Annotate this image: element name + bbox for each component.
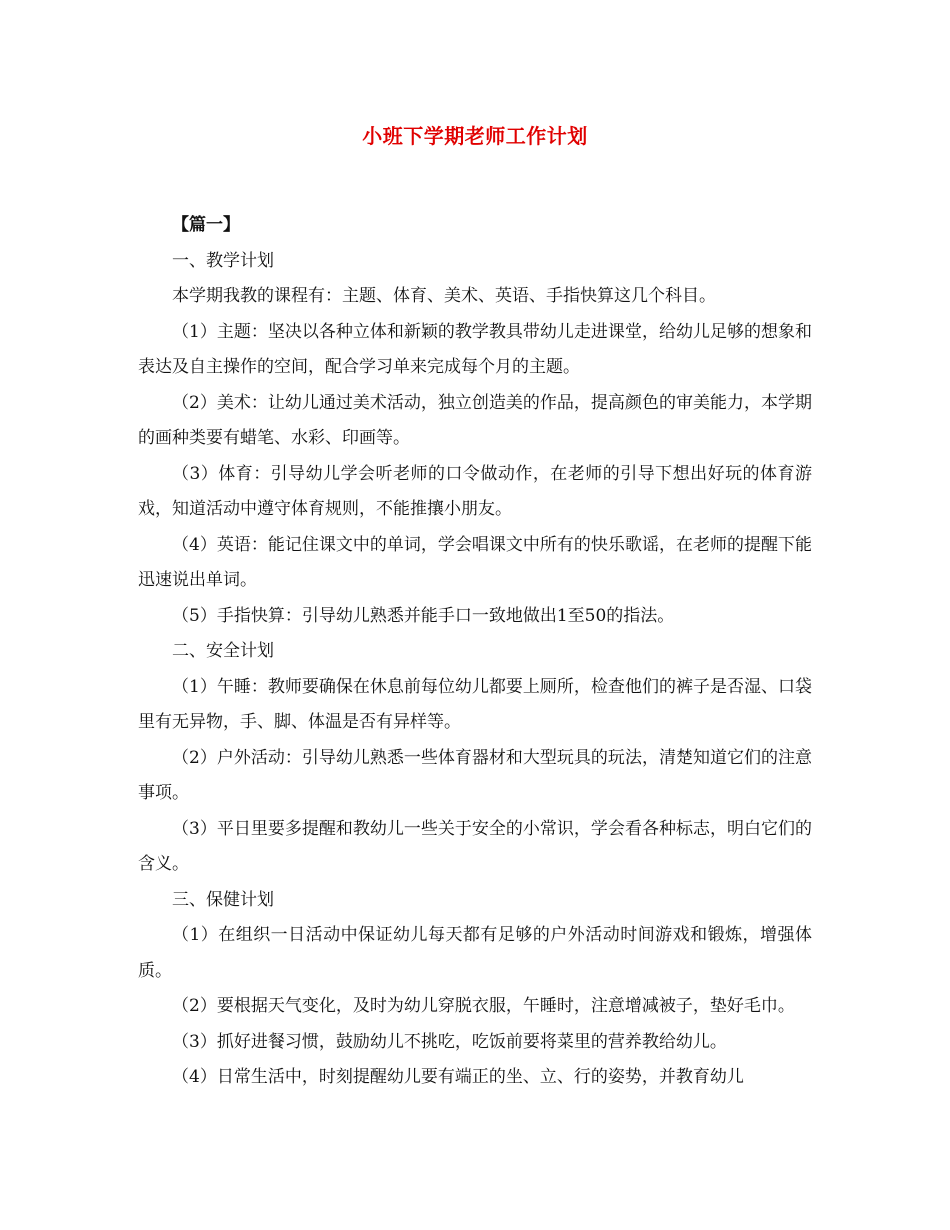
document-title: 小班下学期老师工作计划 (362, 124, 588, 148)
paragraph-courses: 本学期我教的课程有：主题、体育、美术、英语、手指快算这几个科目。 (172, 286, 716, 306)
paragraph-art: （2）美术：让幼儿通过美术活动，独立创造美的作品，提高颜色的审美能力，本学期的画种类要有蜡笔、水彩、印画等。 (138, 392, 812, 448)
heading-teaching-plan: 一、教学计划 (172, 250, 274, 271)
paragraph-clothing: （2）要根据天气变化，及时为幼儿穿脱衣服，午睡时，注意增减被子，垫好毛巾。 (172, 996, 795, 1016)
paragraph-english: （4）英语：能记住课文中的单词，学会唱课文中所有的快乐歌谣，在老师的提醒下能迅速说出单词。 (138, 534, 812, 590)
paragraph-outdoor: （2）户外活动：引导幼儿熟悉一些体育器材和大型玩具的玩法，清楚知道它们的注意事项。 (138, 747, 812, 803)
paragraph-finger-math: （5）手指快算：引导幼儿熟悉并能手口一致地做出1至50的指法。 (172, 605, 675, 626)
paragraph-daily-activity: （1）在组织一日活动中保证幼儿每天都有足够的户外活动时间游戏和锻炼，增强体质。 (138, 925, 812, 981)
heading-safety-plan: 二、安全计划 (172, 641, 274, 661)
section-label-part-one: 【篇一】 (172, 215, 240, 235)
paragraph-posture: （4）日常生活中，时刻提醒幼儿要有端正的坐、立、行的姿势，并教育幼儿 (172, 1067, 744, 1087)
paragraph-pe: （3）体育：引导幼儿学会听老师的口令做动作，在老师的引导下想出好玩的体育游戏，知道活动中遵守体育规则，不能推攘小朋友。 (138, 463, 812, 519)
paragraph-nap: （1）午睡：教师要确保在休息前每位幼儿都要上厕所，检查他们的裤子是否湿、口袋里有无异物，手、脚、体温是否有异样等。 (138, 676, 812, 732)
document-body (138, 208, 812, 1096)
paragraph-theme: （1）主题：坚决以各种立体和新颖的教学教具带幼儿走进课堂，给幼儿足够的想象和表达及自主操作的空间，配合学习单来完成每个月的主题。 (138, 321, 812, 377)
heading-health-plan: 三、保健计划 (172, 889, 274, 910)
paragraph-safety-tips: （3）平日里要多提醒和教幼儿一些关于安全的小常识，学会看各种标志，明白它们的含义。 (138, 818, 812, 874)
paragraph-eating: （3）抓好进餐习惯，鼓励幼儿不挑吃，吃饭前要将菜里的营养教给幼儿。 (172, 1031, 727, 1052)
